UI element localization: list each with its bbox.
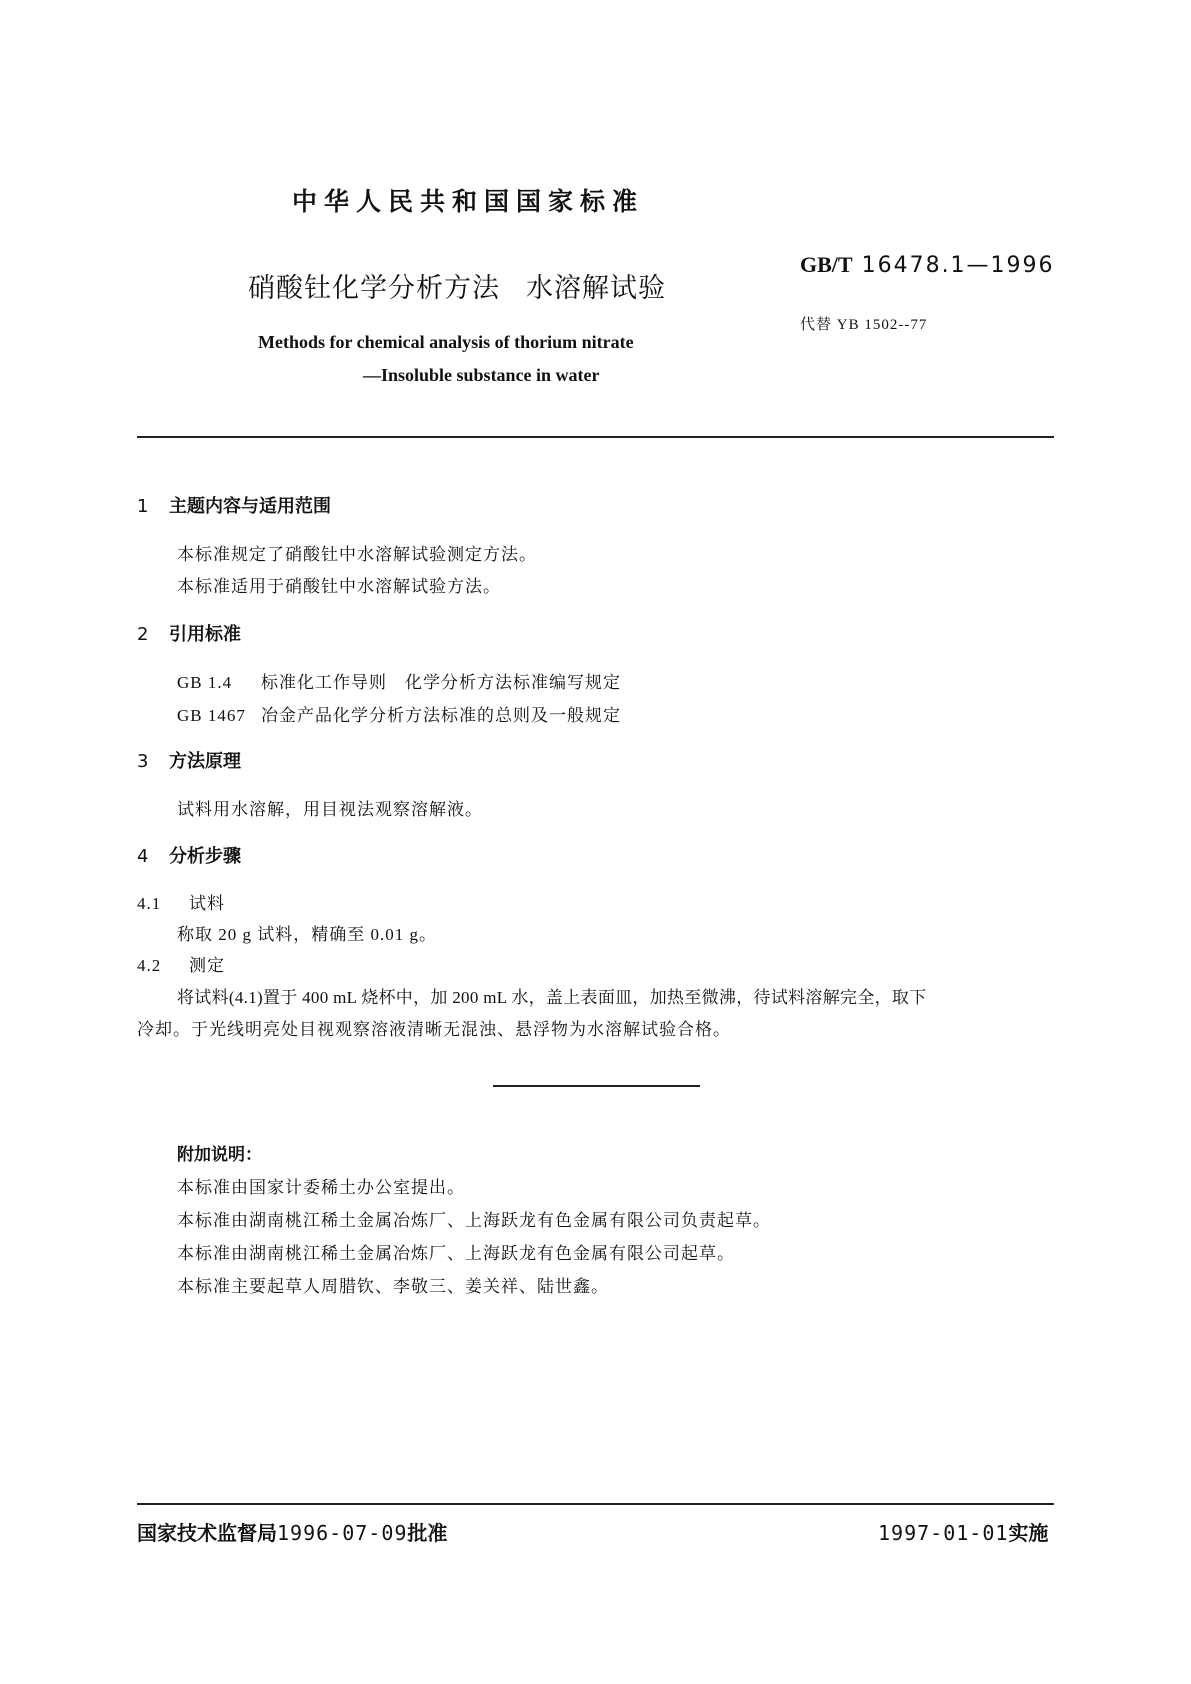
additional-note: 本标准主要起草人周腊钦、李敬三、姜关祥、陆世鑫。 [177, 1277, 609, 1296]
national-standard-title: 中华人民共和国国家标准 [292, 187, 645, 216]
section-4-heading: 4 分析步骤 [137, 846, 241, 867]
title-cn-part1: 硝酸钍化学分析方法 [248, 273, 500, 304]
document-title-en-line1: Methods for chemical analysis of thorium nitrate [258, 332, 634, 352]
section-1-heading: 1 主题内容与适用范围 [137, 496, 331, 517]
footer-divider [137, 1503, 1054, 1505]
subsection-4-2-text-line1: 将试料(4.1)置于 400 mL 烧杯中，加 200 mL 水，盖上表面皿，加热至微沸，待试料溶解完全，取下 [177, 988, 927, 1007]
subsection-4-2-text-line2: 冷却。于光线明亮处目视观察溶液清晰无混浊、悬浮物为水溶解试验合格。 [137, 1020, 731, 1039]
section-3-paragraph: 试料用水溶解，用目视法观察溶解液。 [177, 800, 483, 819]
reference-code: GB 1467 [177, 706, 246, 725]
subsection-4-1-heading: 4.1 试料 [137, 894, 225, 913]
standard-number [800, 252, 1055, 278]
additional-note: 本标准由湖南桃江稀土金属冶炼厂、上海跃龙有色金属有限公司起草。 [177, 1244, 735, 1263]
section-1-paragraph-2: 本标准适用于硝酸钍中水溶解试验方法。 [177, 577, 501, 596]
document-title-en-line2: —Insoluble substance in water [363, 365, 600, 385]
approval-date: 1996-07-09 [277, 1521, 408, 1545]
additional-note: 本标准由国家计委稀土办公室提出。 [177, 1178, 465, 1197]
reference-title: 冶金产品化学分析方法标准的总则及一般规定 [261, 706, 621, 725]
section-2-heading: 2 引用标准 [137, 624, 241, 645]
header-divider [137, 436, 1054, 438]
title-cn-part2: 水溶解试验 [526, 273, 666, 304]
reference-code: GB 1.4 [177, 673, 233, 692]
effective-line [878, 1517, 1048, 1546]
section-3-heading: 3 方法原理 [137, 751, 241, 772]
replaces-note: 代替 YB 1502--77 [800, 317, 928, 333]
reference-title: 标准化工作导则 化学分析方法标准编写规定 [261, 673, 621, 692]
additional-note: 本标准由湖南桃江稀土金属冶炼厂、上海跃龙有色金属有限公司负责起草。 [177, 1211, 771, 1230]
section-1-paragraph-1: 本标准规定了硝酸钍中水溶解试验测定方法。 [177, 545, 537, 564]
standard-prefix: GB/T [800, 252, 853, 277]
additional-notes-title: 附加说明： [177, 1145, 262, 1165]
reference-item [177, 701, 621, 726]
reference-item [177, 668, 621, 693]
end-of-text-divider [493, 1085, 700, 1087]
document-title-cn [248, 266, 666, 305]
subsection-4-2-heading: 4.2 测定 [137, 956, 225, 975]
subsection-4-1-text: 称取 20 g 试料，精确至 0.01 g。 [177, 925, 437, 944]
approval-line [137, 1517, 447, 1546]
effective-date: 1997-01-01 [878, 1521, 1009, 1545]
approval-org: 国家技术监督局 [137, 1521, 277, 1545]
effective-word: 实施 [1008, 1521, 1049, 1545]
standard-number-value: 16478.1—1996 [861, 253, 1055, 278]
approval-word: 批准 [407, 1521, 448, 1545]
